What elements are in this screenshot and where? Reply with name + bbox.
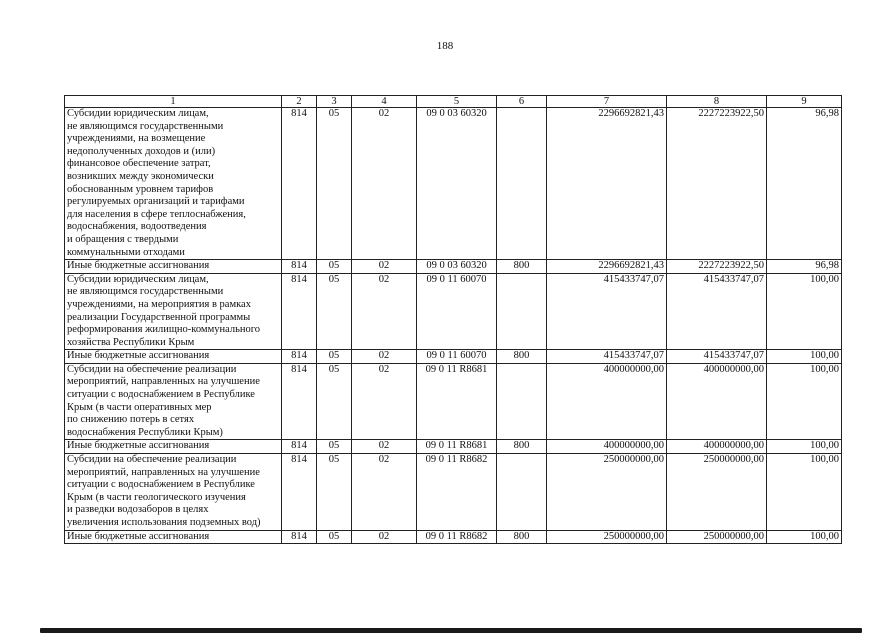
row-name-line: по снижению потерь в сетях [67, 414, 195, 426]
actual-amount-cell: 250000000,00 [667, 454, 767, 531]
actual-amount-cell: 400000000,00 [667, 440, 767, 454]
actual-amount-cell: 415433747,07 [667, 273, 767, 350]
code-cell: 814 [282, 108, 317, 260]
row-name-cell [65, 273, 282, 350]
row-name-line: и обращения с твердыми [67, 233, 179, 245]
expense-type-cell [497, 363, 547, 440]
row-name-line: водоснабжения, водоотведения [67, 221, 207, 233]
expense-type-cell: 800 [497, 350, 547, 364]
table-row [65, 108, 842, 260]
subsection-cell: 02 [352, 363, 417, 440]
row-name-line: не являющимся государственными [67, 286, 224, 298]
row-name-line: ситуации с водоснабжением в Республике [67, 479, 255, 491]
plan-amount-cell: 2296692821,43 [547, 108, 667, 260]
section-cell: 05 [317, 363, 352, 440]
scan-edge-bar [40, 628, 862, 633]
percent-cell: 100,00 [767, 440, 842, 454]
plan-amount-cell: 2296692821,43 [547, 260, 667, 274]
subsection-cell: 02 [352, 530, 417, 544]
plan-amount-cell: 250000000,00 [547, 530, 667, 544]
header-cell-3: 3 [317, 96, 352, 108]
table-row [65, 260, 842, 274]
table-row [65, 273, 842, 350]
actual-amount-cell: 2227223922,50 [667, 260, 767, 274]
plan-amount-cell: 415433747,07 [547, 273, 667, 350]
row-name-line: Иные бюджетные ассигнования [67, 530, 210, 542]
header-cell-5: 5 [417, 96, 497, 108]
table-row [65, 350, 842, 364]
plan-amount-cell: 415433747,07 [547, 350, 667, 364]
section-cell: 05 [317, 350, 352, 364]
subsection-cell: 02 [352, 454, 417, 531]
row-name-line: учреждениями, на возмещение [67, 133, 206, 145]
subsection-cell: 02 [352, 440, 417, 454]
expense-type-cell: 800 [497, 440, 547, 454]
expense-type-cell: 800 [497, 260, 547, 274]
target-article-cell: 09 0 11 R8682 [417, 530, 497, 544]
plan-amount-cell: 400000000,00 [547, 363, 667, 440]
row-name-line: регулируемых организаций и тарифами [67, 196, 245, 208]
expense-type-cell [497, 273, 547, 350]
target-article-cell: 09 0 03 60320 [417, 260, 497, 274]
row-name-line: Иные бюджетные ассигнования [67, 440, 210, 452]
row-name-line: увеличения использования подземных вод) [67, 517, 261, 528]
subsection-cell: 02 [352, 260, 417, 274]
percent-cell: 100,00 [767, 273, 842, 350]
target-article-cell: 09 0 11 R8682 [417, 454, 497, 531]
header-cell-4: 4 [352, 96, 417, 108]
target-article-cell: 09 0 11 60070 [417, 350, 497, 364]
expense-type-cell: 800 [497, 530, 547, 544]
row-name-line: водоснабжения Республики Крым) [67, 426, 223, 438]
row-name-line: Субсидии юридическим лицам, [67, 108, 209, 119]
row-name-cell [65, 530, 282, 544]
code-cell: 814 [282, 440, 317, 454]
row-name-line: и разведки водозаборов в целях [67, 504, 209, 516]
row-name-cell [65, 350, 282, 364]
row-name-line: обоснованным уровнем тарифов [67, 183, 214, 195]
header-row [65, 96, 842, 108]
budget-table [64, 95, 842, 544]
row-name-line: мероприятий, направленных на улучшение [67, 466, 260, 478]
table-row [65, 363, 842, 440]
subsection-cell: 02 [352, 273, 417, 350]
row-name-cell [65, 108, 282, 260]
row-name-line: Субсидии юридическим лицам, [67, 273, 209, 285]
row-name-line: для населения в сфере теплоснабжения, [67, 208, 246, 220]
percent-cell: 96,98 [767, 260, 842, 274]
actual-amount-cell: 415433747,07 [667, 350, 767, 364]
section-cell: 05 [317, 454, 352, 531]
row-name-line: реформирования жилищно-коммунального [67, 324, 261, 336]
expense-type-cell [497, 454, 547, 531]
code-cell: 814 [282, 273, 317, 350]
percent-cell: 100,00 [767, 363, 842, 440]
percent-cell: 100,00 [767, 350, 842, 364]
section-cell: 05 [317, 530, 352, 544]
header-cell-7: 7 [547, 96, 667, 108]
actual-amount-cell: 250000000,00 [667, 530, 767, 544]
row-name-line: возникших между экономически [67, 170, 214, 182]
row-name-line: Субсидии на обеспечение реализации [67, 454, 237, 466]
row-name-line: Иные бюджетные ассигнования [67, 350, 210, 362]
header-cell-2: 2 [282, 96, 317, 108]
target-article-cell: 09 0 03 60320 [417, 108, 497, 260]
row-name-line: недополученных доходов и (или) [67, 145, 216, 157]
section-cell: 05 [317, 260, 352, 274]
row-name-line: ситуации с водоснабжением в Республике [67, 389, 255, 401]
target-article-cell: 09 0 11 R8681 [417, 363, 497, 440]
row-name-line: финансовое обеспечение затрат, [67, 158, 211, 170]
subsection-cell: 02 [352, 350, 417, 364]
section-cell: 05 [317, 440, 352, 454]
header-cell-1: 1 [65, 96, 282, 108]
row-name-line: учреждениями, на мероприятия в рамках [67, 298, 251, 310]
header-cell-6: 6 [497, 96, 547, 108]
percent-cell: 96,98 [767, 108, 842, 260]
row-name-line: Крым (в части оперативных мер [67, 401, 212, 413]
row-name-cell [65, 363, 282, 440]
plan-amount-cell: 400000000,00 [547, 440, 667, 454]
row-name-line: хозяйства Республики Крым [67, 336, 195, 348]
header-cell-8: 8 [667, 96, 767, 108]
row-name-line: мероприятий, направленных на улучшение [67, 376, 260, 388]
table-row [65, 454, 842, 531]
row-name-cell [65, 260, 282, 274]
code-cell: 814 [282, 530, 317, 544]
section-cell: 05 [317, 273, 352, 350]
row-name-cell [65, 454, 282, 531]
expense-type-cell [497, 108, 547, 260]
page-number: 188 [436, 40, 454, 52]
actual-amount-cell: 2227223922,50 [667, 108, 767, 260]
row-name-cell [65, 440, 282, 454]
actual-amount-cell: 400000000,00 [667, 363, 767, 440]
section-cell: 05 [317, 108, 352, 260]
target-article-cell: 09 0 11 60070 [417, 273, 497, 350]
code-cell: 814 [282, 454, 317, 531]
row-name-line: Крым (в части геологического изучения [67, 491, 246, 503]
plan-amount-cell: 250000000,00 [547, 454, 667, 531]
row-name-line: коммунальными отходами [67, 246, 185, 258]
table-row [65, 440, 842, 454]
table-row [65, 530, 842, 544]
row-name-line: Иные бюджетные ассигнования [67, 260, 210, 272]
row-name-line: реализации Государственной программы [67, 311, 251, 323]
row-name-line: Субсидии на обеспечение реализации [67, 363, 237, 375]
target-article-cell: 09 0 11 R8681 [417, 440, 497, 454]
subsection-cell: 02 [352, 108, 417, 260]
percent-cell: 100,00 [767, 454, 842, 531]
code-cell: 814 [282, 363, 317, 440]
row-name-line: не являющимся государственными [67, 120, 224, 132]
header-cell-9: 9 [767, 96, 842, 108]
code-cell: 814 [282, 350, 317, 364]
percent-cell: 100,00 [767, 530, 842, 544]
code-cell: 814 [282, 260, 317, 274]
